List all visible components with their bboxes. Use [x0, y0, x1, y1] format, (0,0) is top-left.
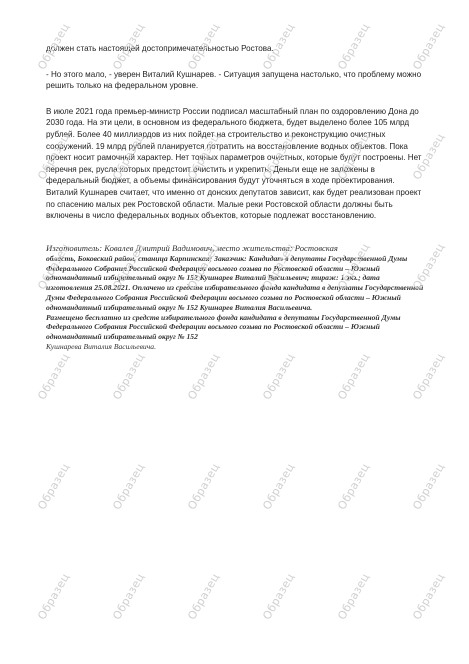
- watermark: Образец: [260, 241, 298, 292]
- watermark: Образец: [335, 131, 373, 182]
- watermark: Образец: [410, 131, 448, 182]
- watermark: Образец: [185, 131, 223, 182]
- watermark: Образец: [335, 571, 373, 622]
- watermark: Образец: [185, 21, 223, 72]
- watermark: Образец: [35, 131, 73, 182]
- imprint-candidate: Кушнарева Виталия Васильевича.: [46, 341, 156, 351]
- imprint-manufacturer: Изготовитель: Ковалев Дмитрий Вадимович, место жительства: Ростовская: [46, 242, 338, 253]
- watermark: Образец: [35, 571, 73, 622]
- watermark: Образец: [335, 461, 373, 512]
- watermark: Образец: [110, 131, 148, 182]
- watermark: Образец: [335, 21, 373, 72]
- watermark: Образец: [410, 351, 448, 402]
- watermark: Образец: [185, 241, 223, 292]
- watermark: Образец: [35, 21, 73, 72]
- watermark: Образец: [110, 351, 148, 402]
- watermark: Образец: [260, 571, 298, 622]
- paragraph-plan: В июле 2021 года премьер-министр России подписал масштабный план по оздоровлению Дона до 2030 года. На эти цели, в основном из федерального бюджета, будет выделено более 105 млрд рублей. Более 40 миллиардов из них пойдет на строительство и реконструкцию очистных сооружений. 19 млрд рублей планируется потратить на восстановление водных объектов. Пока проект носит рамочный характер. Нет точных параметров очистных, которые будут построены. Нет перечня рек, русла которых предстоит очистить и укрепить. Деньги еще не заложены в федеральный бюджет, а объемы финансирования будут уточняться в ходе проектирования.: [46, 106, 422, 186]
- watermark: Образец: [185, 461, 223, 512]
- imprint-placement: Размещено бесплатно из средств избирательного фонда кандидата в депутаты Государственной Думы Федерального Собрания Российской Федерации восьмого созыва по Ростовской области – Южный одномандатный избирательный округ № 152: [46, 312, 401, 342]
- watermark: Образец: [110, 461, 148, 512]
- watermark: Образец: [185, 571, 223, 622]
- imprint-order: область, Боковский район, станица Карпинская; Заказчик: Кандидат в депутаты Государственной Думы Федерального Собрания Российской Федерации восьмого созыва по Ростовской области – Южный одномандатный избирательный округ № 152 Кушнарев Виталий Васильевич; тираж: 1 экз.; дата изготовления 25.08.2021. Оплачено из средств избирательного фонда кандидата в депутаты Государственной Думы Федерального Собрания Российской Федерации восьмого созыва по Ростовской области – Южный одномандатный избирательный округ № 152 Кушнарев Виталия Васильевича.: [46, 253, 424, 312]
- watermark: Образец: [185, 351, 223, 402]
- paragraph-intro: должен стать настоящей достопримечательностью Ростова.: [46, 44, 274, 53]
- watermark: Образец: [410, 571, 448, 622]
- paragraph-quote: - Но этого мало, - уверен Виталий Кушнарев. - Ситуация запущена настолько, что проблему можно решить только на федеральном уровне.: [46, 69, 422, 91]
- watermark: Образец: [110, 241, 148, 292]
- watermark: Образец: [410, 21, 448, 72]
- watermark: Образец: [260, 351, 298, 402]
- watermark: Образец: [335, 351, 373, 402]
- watermark: Образец: [35, 461, 73, 512]
- watermark: Образец: [35, 351, 73, 402]
- document-body: [46, 43, 426, 352]
- watermark: Образец: [35, 241, 73, 292]
- watermark: Образец: [260, 461, 298, 512]
- watermark: Образец: [260, 21, 298, 72]
- watermark: Образец: [410, 461, 448, 512]
- watermark: Образец: [410, 241, 448, 292]
- paragraph-conclusion: Виталий Кушнарев считает, что именно от донских депутатов зависит, как будет реализован проект по спасению малых рек Ростовской области. Малые реки Ростовской области должны быть включены в число федеральных водных объектов, которые подлежат восстановлению.: [46, 187, 422, 221]
- watermark: Образец: [110, 571, 148, 622]
- watermark: Образец: [260, 131, 298, 182]
- watermark: Образец: [335, 241, 373, 292]
- watermark: Образец: [110, 21, 148, 72]
- imprint-block: [46, 243, 426, 352]
